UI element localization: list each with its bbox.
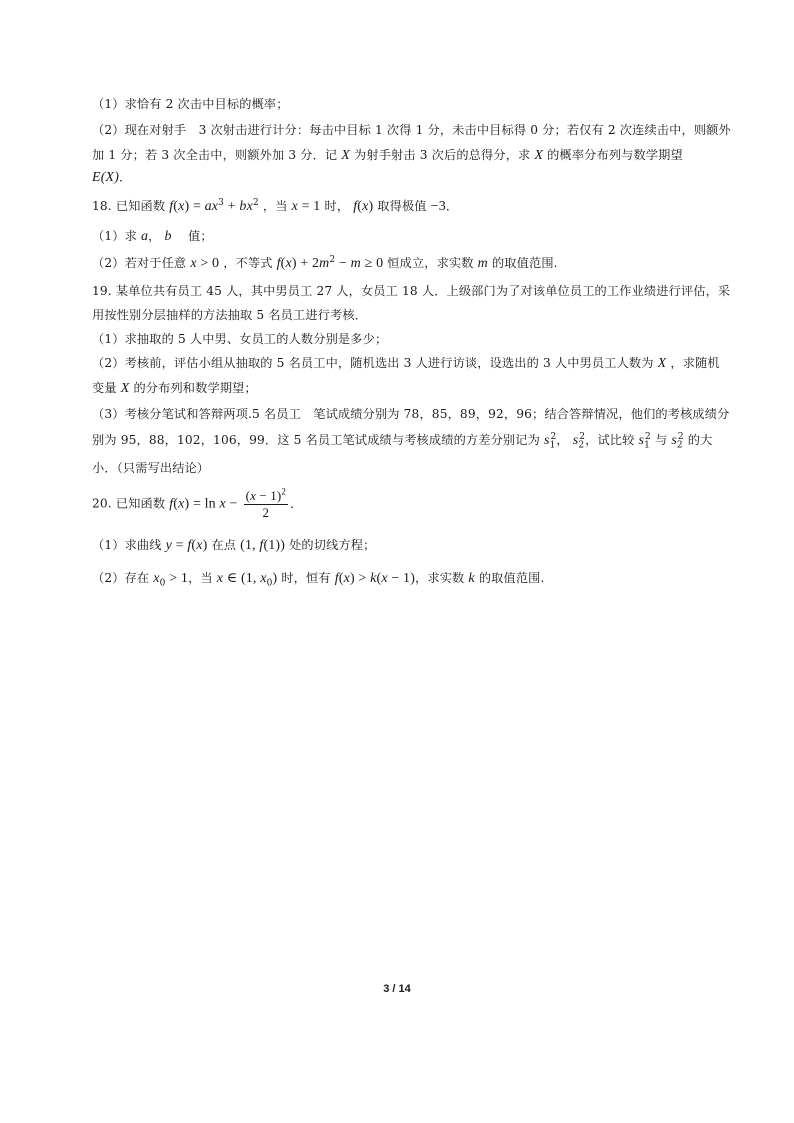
q19-part3-line2: 别为 95，88，102，106，99．这 5 名员工笔试成绩与考核成绩的方差分别记为 $s_1^2$， $s_2^2$，试比较 $s_1^2$ 与 $s_2^2$ 的大: [92, 431, 713, 451]
q18-part2: （2）若对于任意 x > 0 ，不等式 $f(x) + 2m^2 - m \ge 0$ 恒成立，求实数 m 的取值范围.: [92, 254, 558, 271]
q17-part1: （1）求恰有 2 次击中目标的概率；: [92, 97, 289, 111]
q19-stem-line1: 19. 某单位共有员工 45 人，其中男员工 27 人，女员工 18 人．上级部门为了对该单位员工的工作业绩进行评估，采: [92, 284, 731, 298]
q18-inequality-formula: f: [276, 256, 281, 271]
q19-part2-line2: 变量 X 的分布列和数学期望；: [92, 381, 257, 396]
q20-part2: （2）存在 $x_0 > 1$，当 x ∈ (1, $x_0$) 时，恒有 f(x) > k(x − 1)，求实数 k 的取值范围.: [92, 571, 545, 589]
q19-part1: （1）求抽取的 5 人中男、女员工的人数分别是多少；: [92, 332, 388, 346]
q20-part1: （1）求曲线 y = f(x) 在点 (1, f(1)) 处的切线方程；: [92, 538, 376, 553]
q19-stem-line2: 用按性别分层抽样的方法抽取 5 名员工进行考核．: [92, 308, 368, 322]
q19-part3-line1: （3）考核分笔试和答辩两项.5 名员工 笔试成绩分别为 78，85，89，92，96；结合答辩情况，他们的考核成绩分: [92, 407, 730, 421]
q17-part2-line2: 加 1 分；若 3 次全击中，则额外加 3 分．记 X 为射手射击 3 次后的总得分，求 X 的概率分布列与数学期望: [92, 148, 683, 163]
q20-stem: 20. 已知函数 f(x) = ln x − $\frac{(x - 1)^2}{2}$ ．: [92, 486, 303, 520]
q18-function-formula: f: [169, 199, 174, 214]
q18-part1: （1）求 a， b 值；: [92, 229, 213, 244]
q19-part3-line3: 小．（只需写出结论）: [92, 461, 210, 475]
q18-stem: 18. 已知函数 $f(x) = ax^3 + bx^2$ ，当 x = 1 时， f(x) 取得极值 −3．: [92, 197, 459, 214]
expectation-formula: E(X): [92, 170, 120, 185]
page-number: 3 / 14: [383, 983, 411, 995]
q17-part2-line1: （2）现在对射手 3 次射击进行计分：每击中目标 1 次得 1 分，未击中目标得 0 分；若仅有 2 次连续击中，则额外: [92, 123, 731, 137]
q17-expectation: E(X)．: [92, 170, 132, 185]
q19-part2-line1: （2）考核前，评估小组从抽取的 5 名员工中，随机选出 3 人进行访谈，设选出的 3 人中男员工人数为 X ，求随机: [92, 356, 720, 371]
q20-function-formula: f: [169, 496, 174, 512]
fraction: $\frac{(x - 1)^2}{2}$: [245, 486, 287, 520]
